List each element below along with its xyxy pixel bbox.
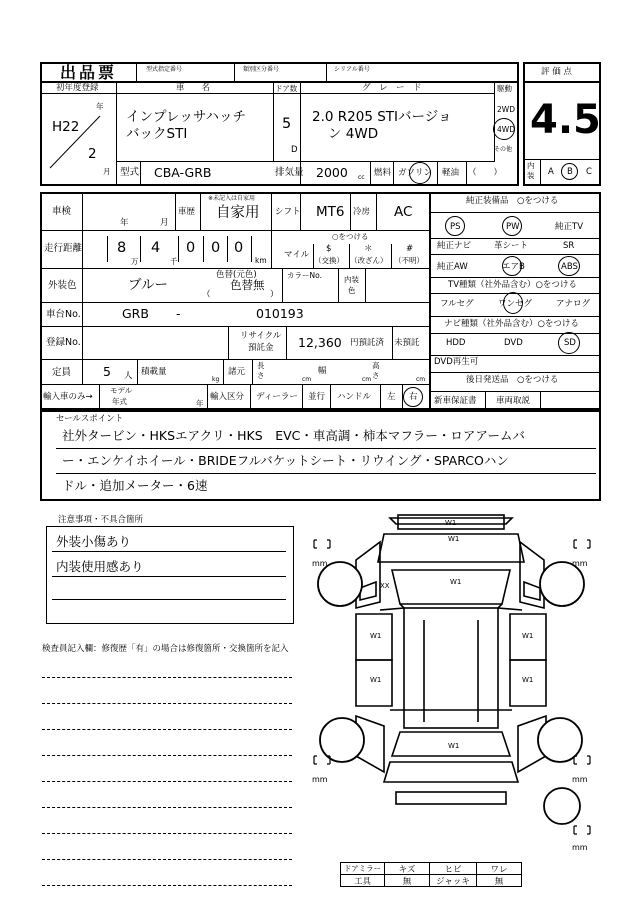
mark-left-front-door: W1 <box>370 632 382 640</box>
frame-prefix: GRB <box>122 306 149 321</box>
mm-label-fl: mm <box>312 559 328 568</box>
mark-front-bumper: W1 <box>445 519 457 527</box>
aircon-value: AC <box>394 204 413 220</box>
handle-right-circle <box>403 387 423 407</box>
mark-windshield: XX <box>380 582 390 590</box>
drive-4wd-circle <box>493 118 515 140</box>
mm-label-spare: mm <box>572 843 588 852</box>
legend-warp: ワレ <box>476 862 522 875</box>
model-code: CBA-GRB <box>154 165 212 180</box>
legend-crack: ヒビ <box>429 862 477 875</box>
sales-line3: ドル・追加メーター・6速 <box>62 478 208 493</box>
score-value: 4.5 <box>530 97 601 143</box>
sales-line1: 社外タービン・HKSエアクリ・HKS EVC・車高調・柿本マフラー・ロアアームバ <box>62 428 525 443</box>
oneseg-circle <box>503 292 523 314</box>
legend-jack-value: 無 <box>476 874 522 887</box>
legend-tools: 工具 <box>340 874 385 887</box>
mm-label-rl: mm <box>312 775 328 784</box>
displacement-value: 2000 <box>316 165 348 180</box>
mark-right-front-door: W1 <box>522 632 534 640</box>
airbag-circle <box>502 256 522 276</box>
mm-label-fr: mm <box>572 559 588 568</box>
usage-value: 自家用 <box>216 205 260 221</box>
grade-line2: ン 4WD <box>328 126 379 142</box>
mark-roof: W1 <box>450 578 462 586</box>
shift-value: MT6 <box>316 204 345 220</box>
abs-circle <box>558 256 580 276</box>
ps-circle <box>445 216 465 236</box>
registration-month: 2 <box>88 146 97 162</box>
mark-right-rear-door: W1 <box>522 676 534 684</box>
sd-circle <box>558 332 580 354</box>
mm-label-rr: mm <box>572 775 588 784</box>
vehicle-name-line1: インプレッサハッチ <box>126 109 247 125</box>
notes-line1: 外装小傷あり <box>56 534 132 549</box>
sales-line2: ー・エンケイホイール・BRIDEフルバケットシート・リウイング・SPARCOハン <box>62 453 509 468</box>
car-damage-diagram <box>300 510 600 860</box>
mark-hood: W1 <box>448 535 460 543</box>
legend-tools-value: 無 <box>384 874 430 887</box>
vehicle-name-line2: バックSTI <box>126 126 188 142</box>
interior-b-circle <box>561 163 578 180</box>
recycle-value: 12,360 <box>298 335 342 350</box>
mark-trunk: W1 <box>448 742 460 750</box>
frame-number: 010193 <box>256 306 304 321</box>
doors-value: 5 <box>282 116 292 132</box>
fuel-gasoline-circle <box>409 162 431 184</box>
form-title: 出品票 <box>60 63 118 82</box>
year-slash <box>42 112 112 172</box>
notes-line2: 内装使用感あり <box>56 559 144 574</box>
pw-circle <box>502 216 522 236</box>
legend-door-mirror: ドアミラー <box>340 862 385 875</box>
grade-line1: 2.0 R205 STIバージョ <box>312 109 452 125</box>
legend-jack: ジャッキ <box>429 874 477 887</box>
legend-scratch: キズ <box>384 862 430 875</box>
color-value: ブルー <box>128 277 168 293</box>
registration-era-year: H22 <box>52 119 80 135</box>
mark-left-rear-door: W1 <box>370 676 382 684</box>
